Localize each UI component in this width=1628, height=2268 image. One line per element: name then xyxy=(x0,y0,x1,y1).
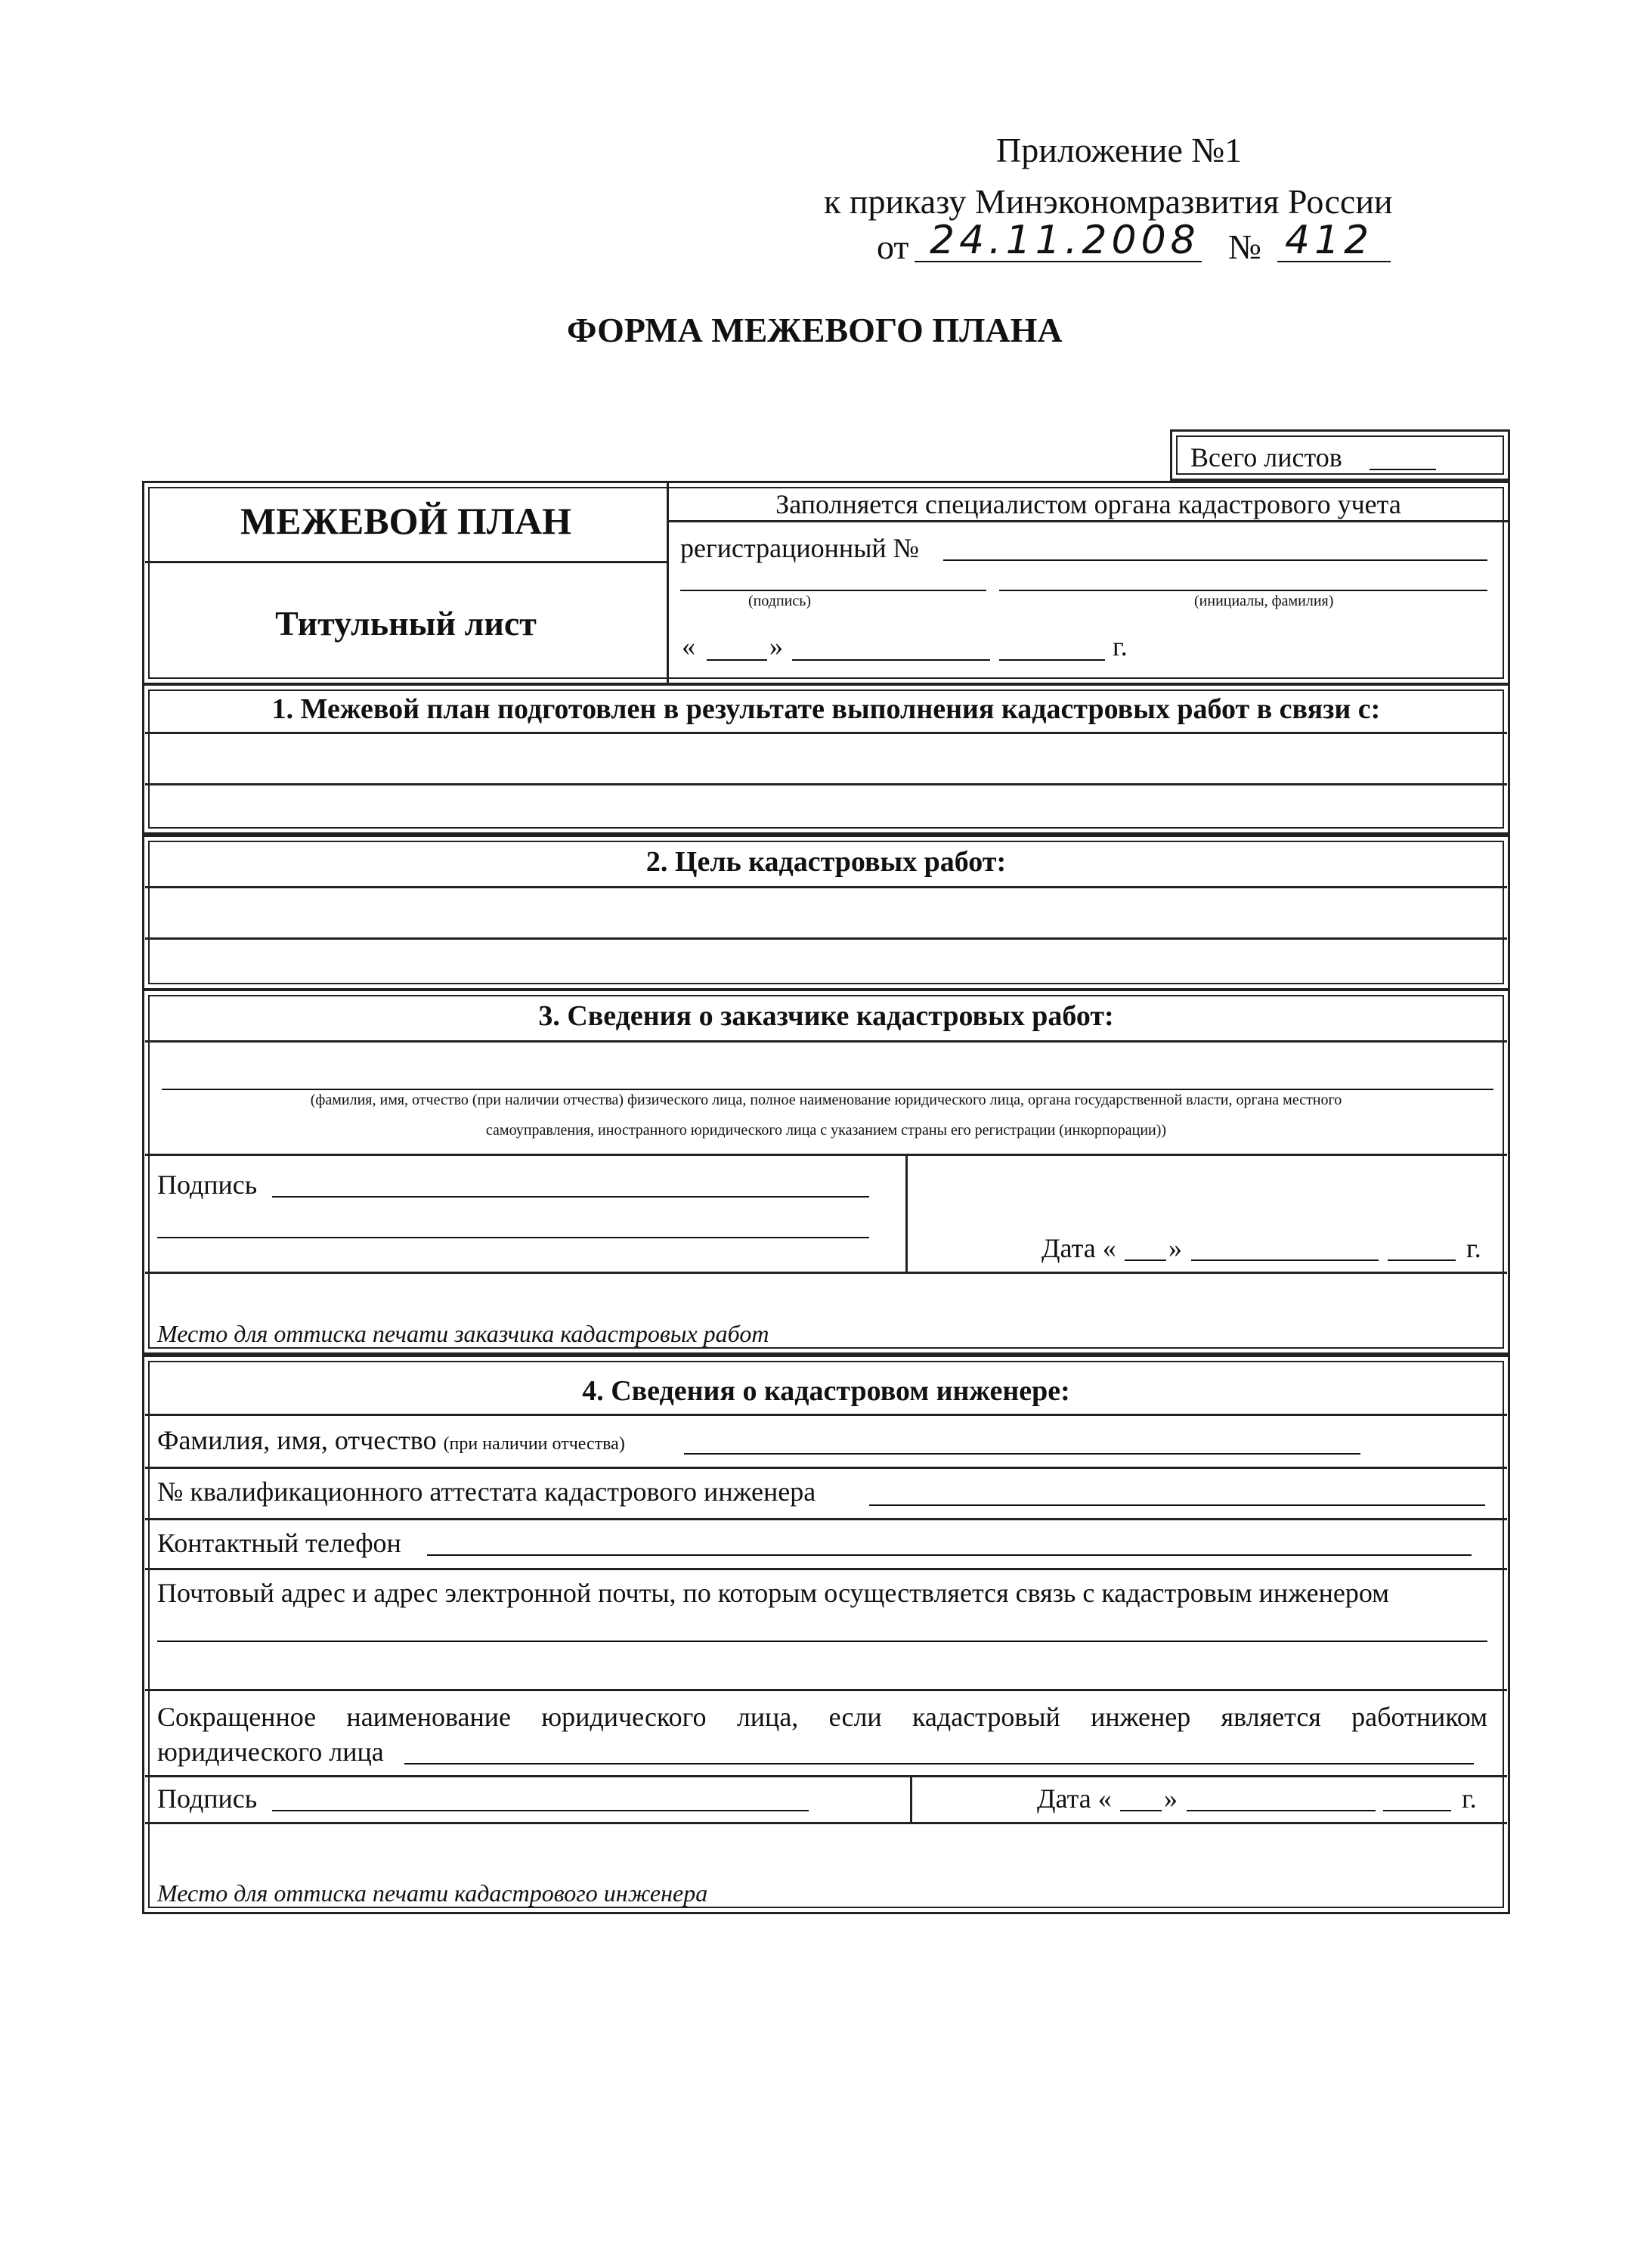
section-4-row-line xyxy=(145,1775,1507,1777)
engineer-signature-field[interactable] xyxy=(272,1810,809,1811)
signature-field[interactable] xyxy=(680,590,986,591)
order-date: 24.11.2008 xyxy=(930,218,1200,263)
engineer-date-close: » xyxy=(1164,1783,1178,1814)
section-4-row-line xyxy=(145,1467,1507,1469)
section-4-title-line xyxy=(145,1414,1507,1416)
customer-caption-2: самоуправления, иностранного юридического лица с указанием страны его регистрации (инкорпорации)) xyxy=(485,1122,1167,1139)
customer-signature-label: Подпись xyxy=(157,1170,258,1200)
signature-caption: (подпись) xyxy=(748,593,812,609)
section-3-box xyxy=(142,989,1510,1355)
section-2-row-line xyxy=(145,937,1507,940)
section-3-sign-divider xyxy=(905,1154,908,1272)
engineer-signature-label: Подпись xyxy=(157,1783,258,1814)
section-4-stamp-line xyxy=(145,1822,1507,1824)
year-field[interactable] xyxy=(999,659,1105,661)
engineer-fio-text: Фамилия, имя, отчество xyxy=(157,1425,437,1455)
customer-year-suffix: г. xyxy=(1466,1233,1481,1263)
day-field[interactable] xyxy=(707,659,767,661)
section-2-title: 2. Цель кадастровых работ: xyxy=(645,846,1007,878)
organization-label-2: юридического лица xyxy=(157,1737,384,1767)
customer-caption-1: (фамилия, имя, отчество (при наличии отчества) физического лица, полное наименование юридического лица, органа государственной власти, органа местного xyxy=(310,1092,1342,1108)
section-3-title: 3. Сведения о заказчике кадастровых работ: xyxy=(538,1000,1114,1032)
date-prefix: от xyxy=(877,228,909,266)
certificate-field[interactable] xyxy=(869,1504,1485,1506)
form-title: ФОРМА МЕЖЕВОГО ПЛАНА xyxy=(567,311,1063,349)
address-field[interactable] xyxy=(157,1641,1487,1642)
organization-field[interactable] xyxy=(404,1763,1474,1765)
sheets-count-field[interactable] xyxy=(1370,469,1436,470)
section-1-row-line xyxy=(145,783,1507,785)
engineer-stamp-note: Место для оттиска печати кадастрового инженера xyxy=(157,1879,708,1907)
section-4-title: 4. Сведения о кадастровом инженере: xyxy=(582,1375,1070,1407)
year-suffix: г. xyxy=(1113,631,1128,662)
customer-day-field[interactable] xyxy=(1125,1259,1166,1261)
section-1-row-line xyxy=(145,732,1507,734)
section-3-sign-line xyxy=(145,1154,1507,1156)
section-1-title: 1. Межевой план подготовлен в результате выполнения кадастровых работ в связи с: xyxy=(271,693,1381,725)
date-close-quote: » xyxy=(769,631,783,662)
title-block-right-divider xyxy=(667,520,1510,522)
engineer-fio-label xyxy=(157,1424,625,1456)
plan-title: МЕЖЕВОЙ ПЛАН xyxy=(240,500,572,542)
engineer-year-suffix: г. xyxy=(1462,1783,1477,1814)
customer-stamp-note: Место для оттиска печати заказчика кадастровых работ xyxy=(157,1320,769,1347)
engineer-fio-note: (при наличии отчества) xyxy=(443,1434,625,1454)
date-open-quote: « xyxy=(682,631,695,662)
title-block-left-divider xyxy=(145,561,667,563)
engineer-day-field[interactable] xyxy=(1120,1810,1162,1811)
organization-label-1: Сокращенное наименование юридического лица, если кадастровый инженер является работником xyxy=(157,1702,1487,1732)
reg-number-label: регистрационный № xyxy=(680,533,920,563)
address-label: Почтовый адрес и адрес электронной почты, по которым осуществляется связь с кадастровым инженером xyxy=(157,1578,1389,1608)
reg-number-field[interactable] xyxy=(943,559,1487,561)
engineer-month-field[interactable] xyxy=(1187,1810,1376,1811)
customer-date-close: » xyxy=(1168,1233,1182,1263)
customer-name-field[interactable] xyxy=(162,1089,1493,1090)
certificate-label: № квалификационного аттестата кадастрового инженера xyxy=(157,1476,816,1507)
sheets-count-label: Всего листов xyxy=(1190,442,1342,472)
section-3-title-line xyxy=(145,1040,1507,1043)
section-4-sign-divider xyxy=(910,1775,912,1822)
appendix-title: Приложение №1 xyxy=(996,131,1243,169)
number-label: № xyxy=(1228,228,1261,266)
filled-by-note: Заполняется специалистом органа кадастрового учета xyxy=(775,489,1401,519)
customer-date-label: Дата « xyxy=(1041,1233,1116,1263)
initials-caption: (инициалы, фамилия) xyxy=(1194,593,1334,609)
customer-signature-field-2[interactable] xyxy=(157,1237,869,1238)
order-number: 412 xyxy=(1285,218,1374,263)
engineer-date-label: Дата « xyxy=(1037,1783,1112,1814)
initials-field[interactable] xyxy=(999,590,1487,591)
customer-year-field[interactable] xyxy=(1388,1259,1456,1261)
order-reference: к приказу Минэкономразвития России xyxy=(824,182,1393,221)
month-field[interactable] xyxy=(792,659,990,661)
customer-signature-field[interactable] xyxy=(272,1196,869,1198)
section-4-row-line xyxy=(145,1568,1507,1570)
engineer-year-field[interactable] xyxy=(1383,1810,1451,1811)
engineer-fio-field[interactable] xyxy=(684,1453,1360,1455)
section-4-row-line xyxy=(145,1689,1507,1691)
section-3-stamp-line xyxy=(145,1272,1507,1274)
section-4-row-line xyxy=(145,1518,1507,1520)
phone-label: Контактный телефон xyxy=(157,1528,401,1558)
phone-field[interactable] xyxy=(427,1554,1472,1556)
section-2-row-line xyxy=(145,886,1507,888)
sheet-title: Титульный лист xyxy=(275,604,537,643)
customer-month-field[interactable] xyxy=(1191,1259,1379,1261)
